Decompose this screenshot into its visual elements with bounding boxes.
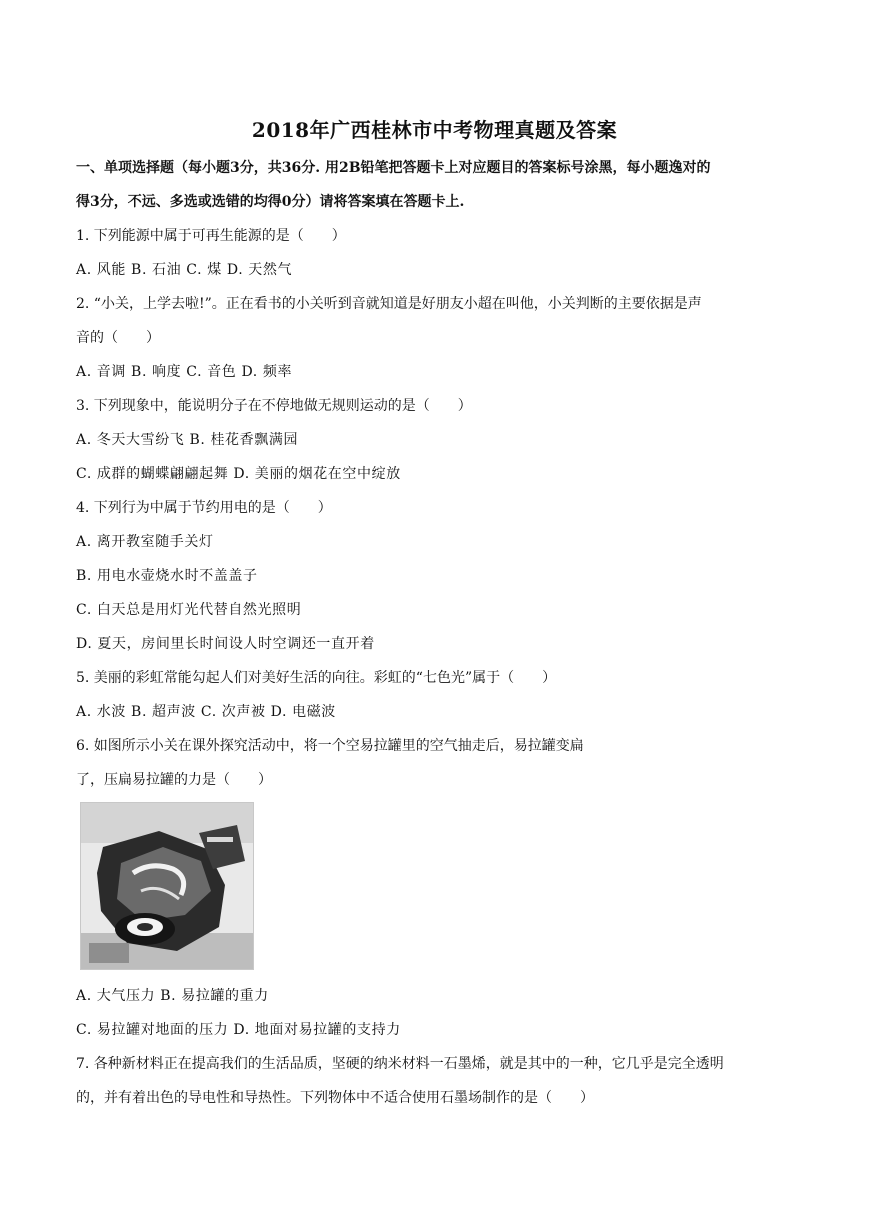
q6-options-line1: A. 大气压力 B. 易拉罐的重力 (76, 988, 269, 1004)
q4-option-c: C. 白天总是用灯光代替自然光照明 (76, 602, 302, 618)
crushed-can-photo (80, 802, 254, 970)
q4-option-a: A. 离开教室随手关灯 (76, 534, 214, 550)
q7-stem-line2: 的，并有着出色的导电性和导热性。下列物体中不适合使用石墨场制作的是（ ） (76, 1090, 594, 1106)
q4-option-b: B. 用电水壶烧水时不盖盖子 (76, 568, 258, 584)
q2-stem-line2: 音的（ ） (76, 330, 160, 346)
q2-stem-line1: 2. “小关，上学去啦!”。正在看书的小关听到音就知道是好朋友小超在叫他，小关判断的主要依据是声 (76, 296, 702, 312)
q6-options-line2: C. 易拉罐对地面的压力 D. 地面对易拉罐的支持力 (76, 1022, 401, 1038)
crushed-can-illustration (81, 803, 253, 969)
q6-stem-line1: 6. 如图所示小关在课外探究活动中，将一个空易拉罐里的空气抽走后，易拉罐变扁 (76, 738, 584, 754)
q1-options: A. 风能 B. 石油 C. 煤 D. 天然气 (76, 262, 293, 278)
q7-stem-line1: 7. 各种新材料正在提高我们的生活品质，坚硬的纳米材料一石墨烯，就是其中的一种，它几乎是完全透明 (76, 1056, 724, 1072)
q6-stem-line2: 了，压扁易拉罐的力是（ ） (76, 772, 272, 788)
q1-stem: 1. 下列能源中属于可再生能源的是（ ） (76, 228, 346, 244)
section-header-line2: 得3分，不远、多选或选错的均得0分）请将答案填在答题卡上. (76, 194, 465, 210)
q5-stem: 5. 美丽的彩虹常能勾起人们对美好生活的向往。彩虹的“七色光”属于（ ） (76, 670, 557, 686)
q4-stem: 4. 下列行为中属于节约用电的是（ ） (76, 500, 332, 516)
q3-options-line2: C. 成群的蝴蝶翩翩起舞 D. 美丽的烟花在空中绽放 (76, 466, 401, 482)
q3-stem: 3. 下列现象中，能说明分子在不停地做无规则运动的是（ ） (76, 398, 472, 414)
page-title: 2018年广西桂林市中考物理真题及答案 (251, 118, 618, 142)
q5-options: A. 水波 B. 超声波 C. 次声被 D. 电磁波 (76, 704, 336, 720)
section-header-line1: 一、单项选择题（每小题3分，共36分. 用2B铅笔把答题卡上对应题目的答案标号涂黑，每小题逸对的 (76, 160, 711, 176)
q3-options-line1: A. 冬天大雪纷飞 B. 桂花香飘满园 (76, 432, 299, 448)
exam-content (76, 154, 796, 1118)
q2-options: A. 音调 B. 响度 C. 音色 D. 频率 (76, 364, 293, 380)
q4-option-d: D. 夏天，房间里长时间设人时空调还一直开着 (76, 636, 375, 652)
